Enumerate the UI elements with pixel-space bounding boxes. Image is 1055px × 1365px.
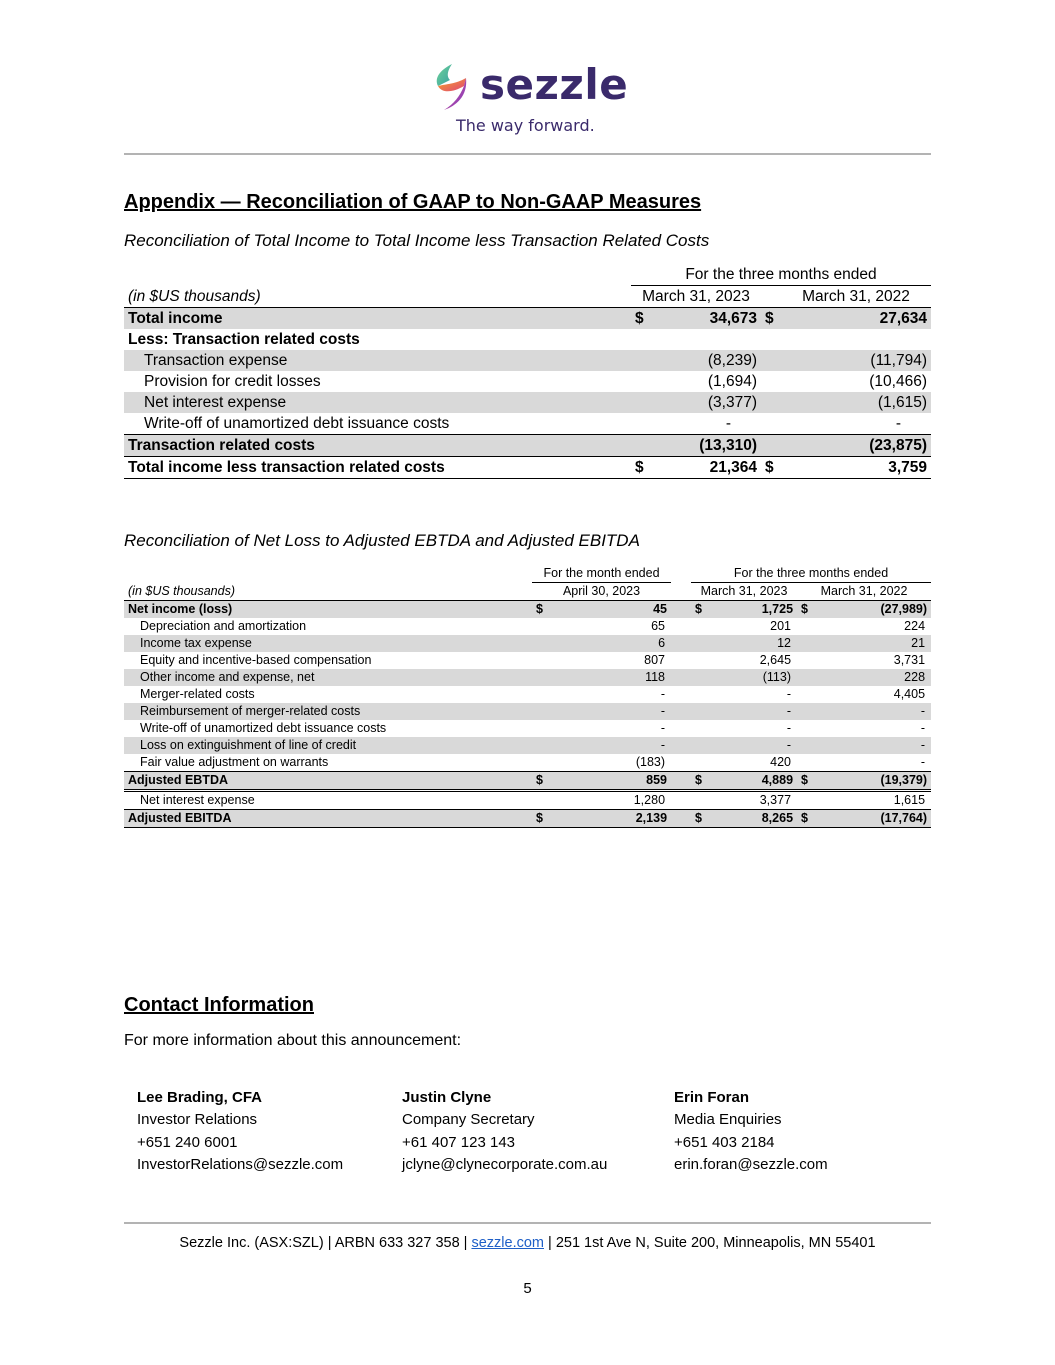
footer-company-info: Sezzle Inc. (ASX:SZL) | ARBN 633 327 358 | — [179, 1235, 468, 1251]
table1-group-header: For the three months ended — [631, 264, 931, 286]
table2-col1-header: April 30, 2023 — [532, 583, 671, 601]
sezzle-mark-icon — [430, 62, 474, 112]
contact-role: Media Enquiries — [674, 1111, 782, 1129]
footer-divider — [124, 1222, 931, 1224]
contact-name: Lee Brading, CFA — [137, 1089, 263, 1106]
table1-unit-label: (in $US thousands) — [124, 286, 631, 308]
table-row: Transaction expense (8,239) (11,794) — [124, 350, 931, 371]
contact-phone: +651 240 6001 — [137, 1133, 238, 1151]
table-row: Depreciation and amortization 65 201 224 — [140, 619, 926, 633]
contact-title: Contact Information — [124, 994, 314, 1016]
contact-card-erin — [674, 1087, 828, 1176]
table-row: Write-off of unamortized debt issuance costs - - — [124, 413, 931, 435]
table1-column-header-row — [124, 286, 931, 308]
tagline: The way forward. — [456, 116, 595, 135]
table1-col1-header: March 31, 2023 — [631, 286, 761, 308]
table-row: Fair value adjustment on warrants (183) 420 - — [124, 754, 931, 772]
footer-website-link[interactable]: sezzle.com — [471, 1235, 544, 1251]
page-number: 5 — [523, 1280, 532, 1297]
contact-name: Erin Foran — [674, 1089, 750, 1106]
footer — [0, 1235, 1055, 1251]
table1-col2-header: March 31, 2022 — [781, 286, 931, 308]
contact-role: Company Secretary — [402, 1111, 535, 1129]
table-row: Adjusted EBTDA $ 859 $ 4,889 $ (19,379) — [124, 772, 931, 791]
table2-col2-header: March 31, 2023 — [691, 583, 797, 601]
contact-email[interactable]: erin.foran@sezzle.com — [674, 1155, 828, 1173]
table-row: Net income (loss) $ 45 $ 1,725 $ (27,989) — [124, 601, 931, 619]
table-row: Loss on extinguishment of line of credit - - - — [124, 737, 931, 754]
table2-subtitle: Reconciliation of Net Loss to Adjusted EBTDA and Adjusted EBITDA — [124, 531, 640, 550]
table-row: Net interest expense (3,377) (1,615) — [124, 392, 931, 413]
contact-intro: For more information about this announcement: — [124, 1032, 462, 1049]
table2-quarter-header: For the three months ended — [691, 565, 931, 583]
table-row: Total income less transaction related costs $ 21,364 $ 3,759 — [124, 457, 931, 479]
contact-email[interactable]: InvestorRelations@sezzle.com — [137, 1155, 344, 1173]
contact-name: Justin Clyne — [402, 1089, 492, 1106]
table2-body — [124, 601, 931, 828]
header-divider — [124, 153, 931, 155]
income-reconciliation-table — [124, 264, 931, 479]
contact-card-justin — [402, 1087, 607, 1176]
logo-wordmark: sezzle — [480, 60, 629, 109]
table-row: Less: Transaction related costs — [128, 331, 360, 348]
table-row: Write-off of unamortized debt issuance costs - - - — [140, 721, 926, 735]
contact-email[interactable]: jclyne@clynecorporate.com.au — [402, 1155, 608, 1173]
sezzle-logo — [430, 58, 630, 118]
table2-unit-label: (in $US thousands) — [124, 583, 532, 601]
contact-phone: +61 407 123 143 — [402, 1133, 516, 1151]
table-row: Adjusted EBITDA $ 2,139 $ 8,265 $ (17,764) — [124, 810, 931, 828]
table-row: Total income $ 34,673 $ 27,634 — [124, 308, 931, 330]
contact-phone: +651 403 2184 — [674, 1133, 775, 1151]
table1-subtitle: Reconciliation of Total Income to Total Income less Transaction Related Costs — [124, 231, 710, 250]
table-row: Provision for credit losses (1,694) (10,466) — [144, 373, 927, 390]
table1-group-header-row — [124, 264, 931, 286]
contact-card-lee — [137, 1087, 343, 1176]
table-row: Equity and incentive-based compensation 807 2,645 3,731 — [140, 653, 926, 667]
contact-role: Investor Relations — [137, 1111, 258, 1129]
table-row: Net interest expense 1,280 3,377 1,615 — [124, 791, 931, 810]
ebitda-reconciliation-table — [124, 565, 931, 828]
appendix-title: Appendix — Reconciliation of GAAP to Non-GAAP Measures — [124, 191, 702, 213]
table2-month-header: For the month ended — [532, 565, 671, 583]
footer-address: | 251 1st Ave N, Suite 200, Minneapolis, MN 55401 — [548, 1235, 876, 1251]
table2-column-header-row — [124, 583, 931, 601]
table-row: Merger-related costs - - 4,405 — [140, 687, 926, 701]
table-row: Transaction related costs (13,310) (23,875) — [124, 435, 931, 457]
table2-group-header-row — [124, 565, 931, 583]
table2-col3-header: March 31, 2022 — [797, 583, 931, 601]
table-row: Income tax expense 6 12 21 — [124, 635, 931, 652]
table-row: Other income and expense, net 118 (113) 228 — [124, 669, 931, 686]
table-row: Reimbursement of merger-related costs - - - — [124, 703, 931, 720]
